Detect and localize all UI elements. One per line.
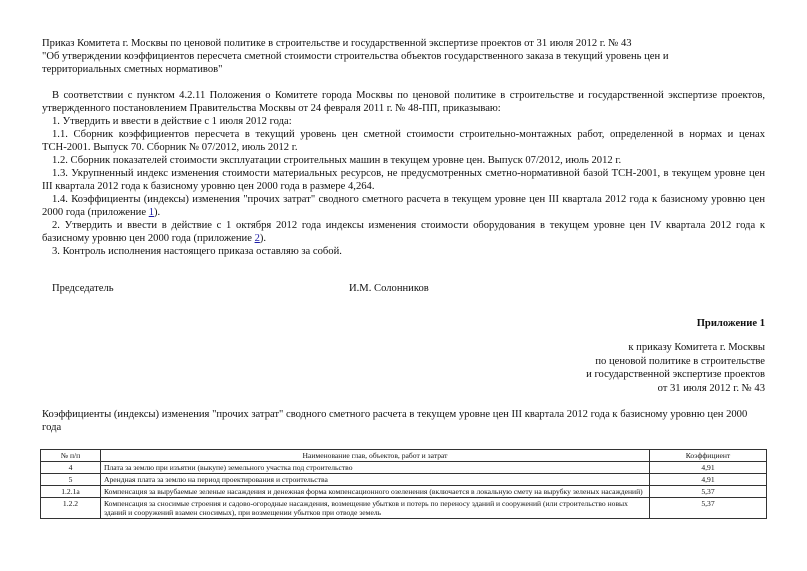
appendix-ref-line-1: к приказу Комитета г. Москвы bbox=[628, 342, 765, 353]
row-coefficient: 5,37 bbox=[650, 498, 767, 519]
table-row bbox=[41, 474, 767, 486]
coefficients-table bbox=[40, 449, 767, 519]
header-line-2: "Об утверждении коэффициентов пересчета сметной стоимости строительства объектов государственного заказа в текущий уровень цен и bbox=[42, 51, 669, 62]
appendix-ref-line-3: и государственной экспертизе проектов bbox=[586, 369, 765, 380]
appendix-reference bbox=[586, 341, 765, 395]
col-header-name: Наименование глав, объектов, работ и затрат bbox=[101, 450, 650, 462]
row-name: Компенсация за вырубаемые зеленые насаждения и денежная форма компенсационного озеленения (включается в локальную смету на вырубку зеленых насаждений) bbox=[101, 486, 650, 498]
table-row bbox=[41, 486, 767, 498]
item-1: 1. Утвердить и ввести в действие с 1 июля 2012 года: bbox=[52, 116, 292, 127]
row-number: 1.2.2 bbox=[41, 498, 101, 519]
item-1-4-end: ). bbox=[154, 207, 161, 218]
item-1-2: 1.2. Сборник показателей стоимости эксплуатации строительных машин в текущем уровне цен. Выпуск 07/2012, июль 2012 г. bbox=[52, 155, 622, 166]
signature-name: И.М. Солонников bbox=[349, 283, 429, 294]
header-line-1: Приказ Комитета г. Москвы по ценовой политике в строительстве и государственной экспертизе проектов от 31 июля 2012 г. № 43 bbox=[42, 38, 632, 49]
table-title: Коэффициенты (индексы) изменения "прочих затрат" сводного сметного расчета в текущем уровне цен III квартала 2012 года к базисному уровню цен 2000 года bbox=[42, 409, 748, 433]
table-header-row bbox=[41, 450, 767, 462]
row-coefficient: 4,91 bbox=[650, 474, 767, 486]
table-row bbox=[41, 498, 767, 519]
col-header-coefficient: Коэффициент bbox=[650, 450, 767, 462]
col-header-number: № п/п bbox=[41, 450, 101, 462]
intro-paragraph: В соответствии с пунктом 4.2.11 Положения о Комитете города Москвы по ценовой политике в строительстве и государственной экспертизе проектов, утвержденного постановлением Правительства Москвы от 24 февраля 2011 г. № 48-ПП, приказываю: bbox=[42, 90, 765, 114]
item-2-text: 2. Утвердить и ввести в действие с 1 октября 2012 года индексы изменения стоимости оборудования в текущем уровне цен IV квартала 2012 года к базисному уровню цен 2000 года (приложение bbox=[42, 220, 765, 244]
item-1-4-text: 1.4. Коэффициенты (индексы) изменения "прочих затрат" сводного сметного расчета в текущем уровне цен III квартала 2012 года к базисному уровню цен 2000 года (приложение bbox=[42, 194, 765, 218]
item-1-4 bbox=[42, 193, 765, 219]
row-coefficient: 5,37 bbox=[650, 486, 767, 498]
table-row bbox=[41, 462, 767, 474]
appendix-title: Приложение 1 bbox=[696, 318, 765, 329]
appendix-2-link[interactable]: 2 bbox=[254, 233, 260, 244]
appendix-ref-line-4: от 31 июля 2012 г. № 43 bbox=[657, 382, 765, 394]
row-coefficient: 4,91 bbox=[650, 462, 767, 474]
row-name: Арендная плата за землю на период проектирования и строительства bbox=[101, 474, 650, 486]
row-name: Компенсация за сносимые строения и садово-огородные насаждения, возмещение убытков и потерь по переносу зданий и сооружений (или строительство новых зданий и сооружений взамен сносимых), при возмещении убытков при отводе земель bbox=[101, 498, 650, 519]
row-name: Плата за землю при изъятии (выкупе) земельного участка под строительство bbox=[101, 462, 650, 474]
item-1-1: 1.1. Сборник коэффициентов пересчета в текущий уровень цен сметной стоимости строительно-монтажных работ, определенной в нормах и ценах ТСН-2001. Выпуск 70. Сборник № 07/2012, июль 2012 г. bbox=[42, 129, 765, 153]
document-header bbox=[42, 37, 772, 76]
row-number: 1.2.1а bbox=[41, 486, 101, 498]
item-2-end: ). bbox=[259, 233, 267, 244]
row-number: 5 bbox=[41, 474, 101, 486]
appendix-ref-line-2: по ценовой политике в строительстве bbox=[595, 355, 765, 367]
order-body bbox=[42, 89, 765, 258]
item-2 bbox=[42, 219, 765, 245]
item-1-3: 1.3. Укрупненный индекс изменения стоимости материальных ресурсов, не предусмотренных сметно-нормативной базой ТСН-2001, в текущем уровне цен III квартала 2012 года к базисному уровню цен 2000 года в размере 4,264. bbox=[42, 168, 765, 192]
appendix-1-link[interactable]: 1 bbox=[148, 207, 154, 218]
signature-role: Председатель bbox=[52, 283, 114, 294]
item-3: 3. Контроль исполнения настоящего приказа оставляю за собой. bbox=[52, 246, 342, 257]
row-number: 4 bbox=[41, 462, 101, 474]
header-line-3: территориальных сметных нормативов" bbox=[42, 64, 223, 75]
